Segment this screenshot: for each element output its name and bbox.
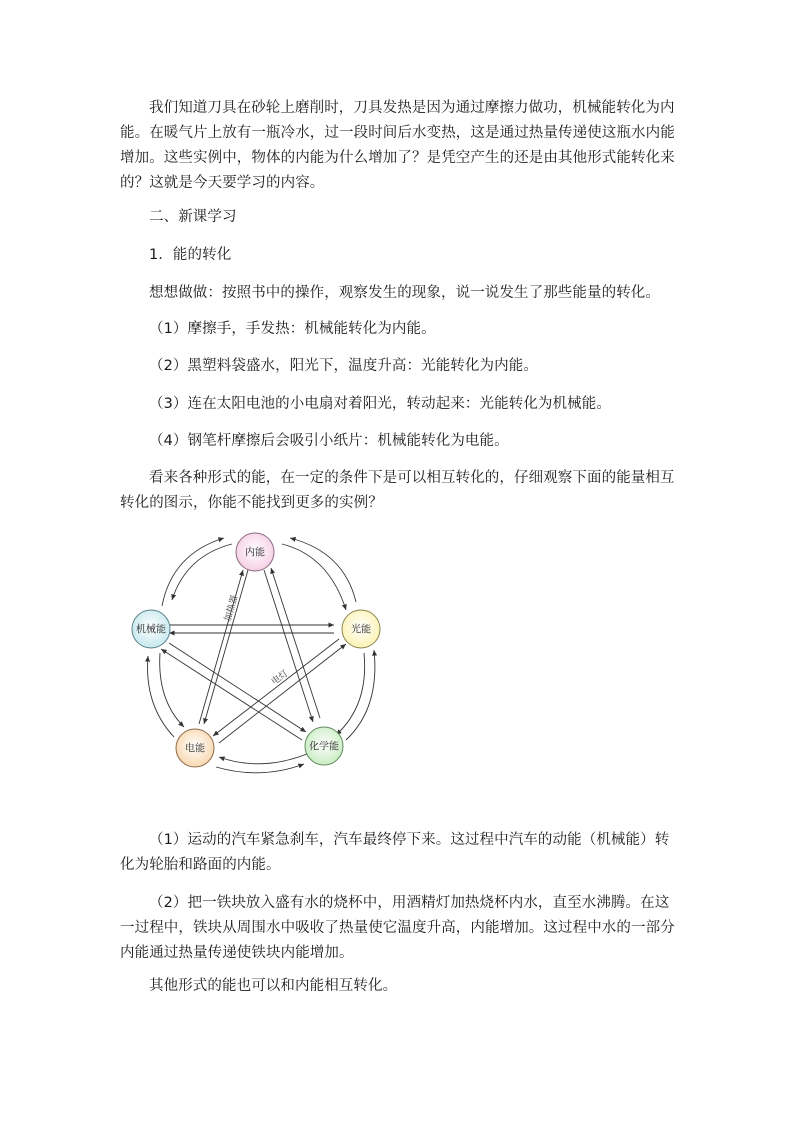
- arrow-internal-to-chemical: [264, 570, 313, 722]
- node-chemical-label: 化学能: [309, 741, 339, 753]
- list-item-2: （2）黑塑料袋盛水，阳光下，温度升高：光能转化为内能。: [149, 358, 538, 374]
- arrow-mechanical-to-internal: [162, 538, 224, 606]
- node-mechanical: [132, 610, 170, 648]
- inner-arrows: [161, 568, 346, 743]
- list-item-4: （4）钢笔杆摩擦后会吸引小纸片：机械能转化为电能。: [149, 433, 509, 449]
- example-2-paragraph: （2）把一铁块放入盛有水的烧杯中，用酒精灯加热烧杯内水，直至水沸腾。在这一过程中，铁块从周围水中吸收了热量使它温度升高，内能增加。这过程中水的一部分内能通过热量传递使铁块内能增加。: [120, 895, 675, 961]
- edge-label-lamp: 电灯: [269, 668, 291, 688]
- node-chemical: [305, 727, 343, 765]
- arrow-light-to-electric: [213, 639, 339, 736]
- arrow-light-to-internal: [290, 538, 356, 602]
- activity-paragraph: 想想做做：按照书中的操作，观察发生的现象，说一说发生了那些能量的转化。: [149, 285, 660, 301]
- energy-conversion-diagram: [124, 530, 394, 780]
- list-item-3: （3）连在太阳电池的小电扇对着阳光，转动起来：光能转化为机械能。: [149, 396, 611, 412]
- node-light: [342, 610, 380, 648]
- intro-paragraph: 我们知道刀具在砂轮上磨削时，刀具发热是因为通过摩擦力做功，机械能转化为内能。在暖气片上放有一瓶冷水，过一段时间后水变热，这是通过热量传递使这瓶水内能增加。这些实例中，物体的内能为什么增加了？是凭空产生的还是由其他形式能转化来的？这就是今天要学习的内容。: [120, 100, 675, 191]
- subsection-heading: 1．能的转化: [149, 247, 232, 263]
- arrow-mechanical-to-chemical: [169, 643, 306, 732]
- node-mechanical-label: 机械能: [136, 624, 166, 636]
- arrow-electric-to-internal: [199, 570, 243, 724]
- list-item-1: （1）摩擦手，手发热：机械能转化为内能。: [149, 321, 436, 337]
- node-internal-label: 内能: [245, 547, 265, 559]
- node-electric-label: 电能: [185, 743, 205, 755]
- arrow-electric-to-chemical: [216, 764, 304, 773]
- arrow-chemical-to-electric: [219, 754, 307, 764]
- final-paragraph: 其他形式的能也可以和内能相互转化。: [149, 978, 398, 994]
- arrow-electric-to-mechanical: [148, 656, 174, 737]
- arrow-internal-to-light: [282, 544, 346, 610]
- node-electric: [176, 729, 214, 767]
- arrow-internal-to-mechanical: [172, 544, 232, 600]
- section-heading: 二、新课学习: [149, 209, 237, 225]
- edge-label-heater: 加热器: [223, 594, 241, 623]
- arrow-mechanical-to-electric: [160, 653, 184, 727]
- node-light-label: 光能: [351, 624, 371, 636]
- conclusion-paragraph: 看来各种形式的能，在一定的条件下是可以相互转化的，仔细观察下面的能量相互转化的图示，你能不能找到更多的实例？: [120, 470, 675, 511]
- example-1-paragraph: （1）运动的汽车紧急刹车，汽车最终停下来。这过程中汽车的动能（机械能）转化为轮胎和路面的内能。: [120, 832, 670, 873]
- node-internal: [236, 533, 274, 571]
- arrow-chemical-to-internal: [271, 568, 320, 718]
